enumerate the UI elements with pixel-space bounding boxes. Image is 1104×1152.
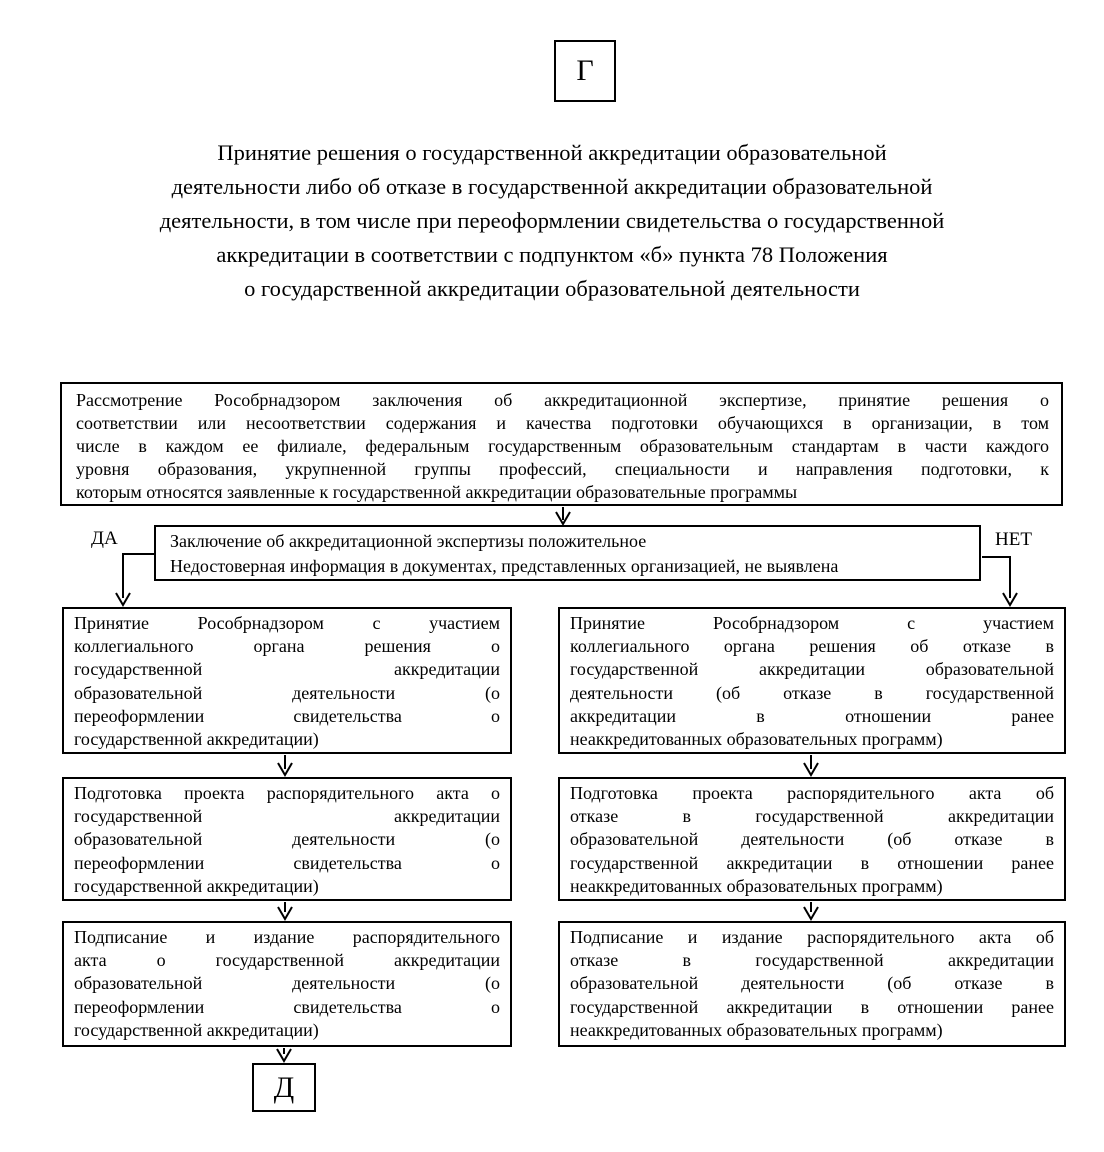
text-line: государственной аккредитации образовательной: [570, 659, 1054, 680]
text-line: переоформлении свидетельства о: [74, 996, 500, 1017]
text-line: которым относятся заявленные к государственной аккредитации образовательные программы: [76, 482, 798, 502]
text-line: переоформлении свидетельства о: [74, 705, 500, 726]
text-line: неаккредитованных образовательных программ): [570, 875, 943, 896]
arrow-yes-3-to-d: [277, 1048, 291, 1061]
page-connector-g: [554, 40, 616, 102]
text-line: государственной аккредитации в отношении ранее: [570, 852, 1054, 873]
page-connector-g-label: Г: [576, 54, 594, 87]
title-line: деятельности, в том числе при переоформлении свидетельства о государственной: [159, 208, 945, 233]
decision-line-2: Недостоверная информация в документах, представленных организацией, не выявлена: [170, 556, 839, 576]
arrow-no-1-to-2: [804, 755, 818, 775]
text-line: Подписание и издание распорядительного акта об: [570, 927, 1054, 947]
title-line: о государственной аккредитации образовательной деятельности: [244, 276, 860, 301]
page-title: [0, 136, 1104, 306]
text-line: аккредитации в отношении ранее: [570, 705, 1054, 726]
text-line: неаккредитованных образовательных программ): [570, 729, 943, 750]
no-label: НЕТ: [995, 529, 1032, 550]
expertise-decision-box: [154, 525, 981, 581]
text-line: государственной аккредитации в отношении ранее: [570, 996, 1054, 1017]
text-line: переоформлении свидетельства о: [74, 852, 500, 873]
text-line: числе в каждом ее филиале, федеральным государственным образовательным стандартам в части каждого: [76, 436, 1049, 456]
arrow-branch-yes: [116, 554, 154, 605]
text-line: образовательной деятельности (об отказе в: [570, 829, 1054, 850]
text-line: государственной аккредитации: [74, 659, 500, 680]
text-line: Подписание и издание распорядительного: [74, 927, 500, 947]
text-line: неаккредитованных образовательных программ): [570, 1019, 943, 1040]
text-line: Принятие Рособрнадзором с участием: [74, 613, 500, 633]
arrow-yes-2-to-3: [278, 902, 292, 919]
text-line: уровня образования, укрупненной группы профессий, специальности и направления подготовки, к: [76, 459, 1049, 479]
text-line: государственной аккредитации): [74, 729, 319, 750]
text-line: Подготовка проекта распорядительного акта о: [74, 783, 500, 803]
text-line: Подготовка проекта распорядительного акта об: [570, 783, 1054, 803]
text-line: образовательной деятельности (о: [74, 682, 500, 703]
page-connector-d: [252, 1063, 316, 1112]
title-line: аккредитации в соответствии с подпунктом «б» пункта 78 Положения: [216, 242, 888, 267]
text-line: Рассмотрение Рособрнадзором заключения об аккредитационной экспертизе, принятие решения о: [76, 390, 1049, 410]
text-line: государственной аккредитации): [74, 1019, 319, 1040]
yes-sign-act-box: [62, 921, 512, 1047]
no-draft-act-box: [558, 777, 1066, 901]
arrow-review-to-decision: [556, 507, 570, 524]
text-line: образовательной деятельности (о: [74, 973, 500, 994]
text-line: отказе в государственной аккредитации: [570, 950, 1054, 971]
arrow-yes-1-to-2: [278, 755, 292, 775]
text-line: образовательной деятельности (об отказе в: [570, 973, 1054, 994]
text-line: образовательной деятельности (о: [74, 829, 500, 850]
text-line: отказе в государственной аккредитации: [570, 806, 1054, 827]
text-line: коллегиального органа решения об отказе в: [570, 636, 1054, 657]
text-line: акта о государственной аккредитации: [74, 950, 500, 971]
arrow-no-2-to-3: [804, 902, 818, 919]
title-line: деятельности либо об отказе в государственной аккредитации образовательной: [171, 174, 933, 199]
text-line: деятельности (об отказе в государственной: [570, 682, 1054, 703]
text-line: государственной аккредитации): [74, 875, 319, 896]
decision-line-1: Заключение об аккредитационной экспертизы положительное: [170, 531, 647, 551]
review-box: [60, 382, 1063, 506]
arrow-branch-no: [982, 557, 1017, 605]
yes-label: ДА: [91, 528, 118, 549]
text-line: Принятие Рособрнадзором с участием: [570, 613, 1054, 633]
yes-draft-act-box: [62, 777, 512, 901]
text-line: коллегиального органа решения о: [74, 636, 500, 657]
page-connector-d-label: Д: [273, 1070, 295, 1104]
text-line: соответствии или несоответствии содержания и качества подготовки обучающихся в организации, в том: [76, 413, 1049, 433]
yes-accreditation-decision-box: [62, 607, 512, 754]
no-sign-act-box: [558, 921, 1066, 1047]
title-line: Принятие решения о государственной аккредитации образовательной: [217, 140, 887, 165]
no-refusal-decision-box: [558, 607, 1066, 754]
text-line: государственной аккредитации: [74, 806, 500, 827]
